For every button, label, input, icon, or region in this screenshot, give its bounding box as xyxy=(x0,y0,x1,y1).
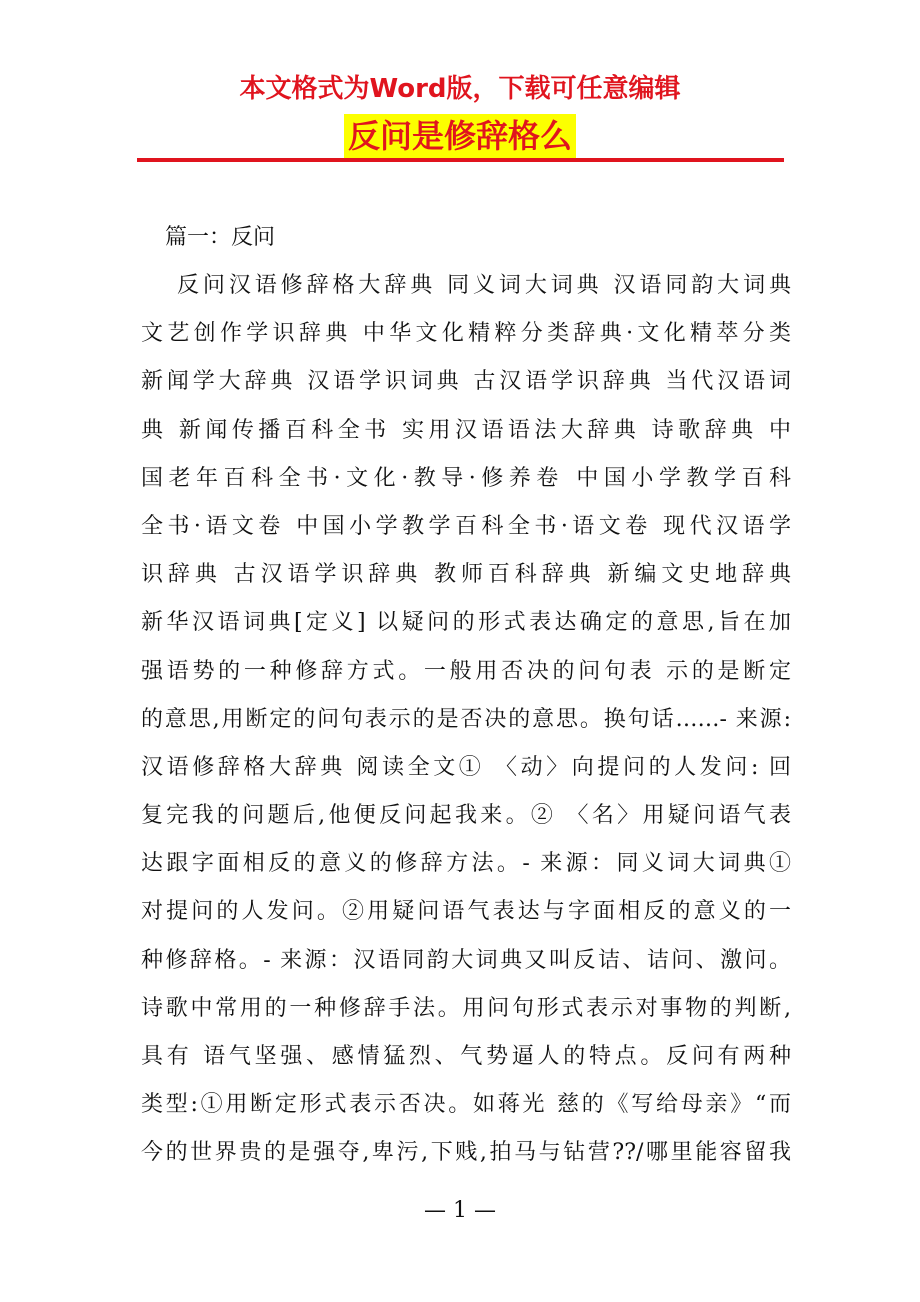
page-number: — 1 — xyxy=(424,1198,496,1223)
text-line: 文艺创作学识辞典 中华文化精粹分类辞典·文化精萃分类 xyxy=(141,321,791,347)
text-line: 类型:①用断定形式表示否决。如蒋光 慈的《写给母亲》“而 xyxy=(141,1092,791,1118)
text-line: 复完我的问题后,他便反问起我来。② 〈名〉用疑问语气表 xyxy=(141,803,791,829)
text-line: 反问汉语修辞格大辞典 同义词大词典 汉语同韵大词典 xyxy=(177,273,791,298)
text-line: 汉语修辞格大辞典 阅读全文① 〈动〉向提问的人发问: 回 xyxy=(141,754,791,780)
text-line: 典 新闻传播百科全书 实用汉语语法大辞典 诗歌辞典 中 xyxy=(141,417,791,443)
text-line: 诗歌中常用的一种修辞手法。用问句形式表示对事物的判断, xyxy=(141,995,791,1021)
text-line: 新闻学大辞典 汉语学识词典 古汉语学识辞典 当代汉语词 xyxy=(141,369,791,395)
title-divider xyxy=(137,158,784,162)
section-heading: 篇一：反问 xyxy=(165,225,276,250)
text-line: 具有 语气坚强、感情猛烈、气势逼人的特点。反问有两种 xyxy=(141,1044,791,1069)
text-line: 识辞典 古汉语学识辞典 教师百科辞典 新编文史地辞典 xyxy=(141,562,791,588)
body-text xyxy=(141,270,791,1186)
text-line: 种修辞格。- 来源：汉语同韵大词典又叫反诘、诘问、激问。 xyxy=(141,947,791,973)
text-line: 达跟字面相反的意义的修辞方法。- 来源：同义词大词典① xyxy=(141,851,791,877)
text-line: 对提问的人发问。②用疑问语气表达与字面相反的意义的一 xyxy=(141,899,791,925)
title-wrapper xyxy=(0,114,920,158)
text-line: 强语势的一种修辞方式。一般用否决的问句表 示的是断定 xyxy=(141,658,791,684)
format-notice: 本文格式为Word版，下载可任意编辑 xyxy=(239,74,681,104)
text-line: 全书·语文卷 中国小学教学百科全书·语文卷 现代汉语学 xyxy=(141,513,791,539)
document-title: 反问是修辞格么 xyxy=(344,114,576,158)
text-line: 的意思,用断定的问句表示的是否决的意思。换句话……- 来源: xyxy=(141,706,791,732)
text-line: 新华汉语词典[定义] 以疑问的形式表达确定的意思,旨在加 xyxy=(141,610,791,636)
text-line: 国老年百科全书·文化·教导·修养卷 中国小学教学百科 xyxy=(141,465,791,491)
text-line: 今的世界贵的是强夺,卑污,下贱,拍马与钻营??/哪里能容留我 xyxy=(141,1140,791,1166)
